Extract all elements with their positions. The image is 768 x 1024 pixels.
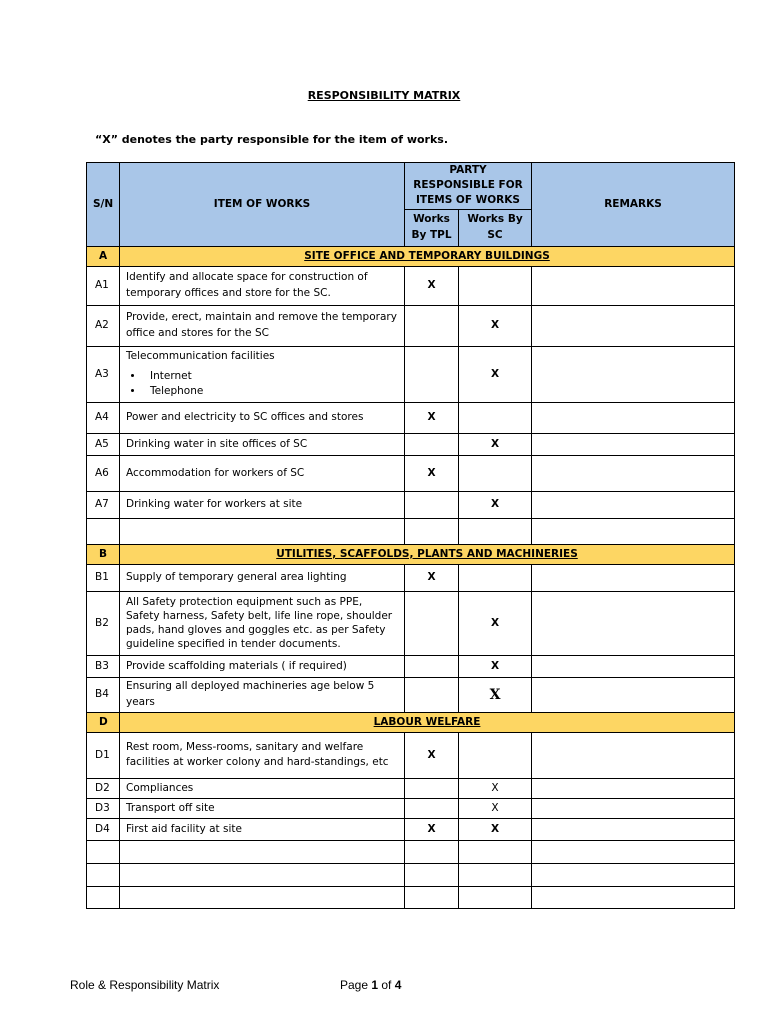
- row-sn: B1: [87, 564, 120, 591]
- tpl-mark: X: [405, 402, 459, 433]
- sc-mark: [459, 732, 532, 778]
- sc-mark: [459, 402, 532, 433]
- sc-mark: X: [459, 433, 532, 455]
- row-sn: A4: [87, 402, 120, 433]
- sc-mark: X: [459, 305, 532, 346]
- section-code: B: [87, 544, 120, 564]
- row-sn: D1: [87, 732, 120, 778]
- row-item: Rest room, Mess-rooms, sanitary and welfare facilities at worker colony and hard-standings, etc: [120, 732, 405, 778]
- table-row: [87, 433, 735, 455]
- tpl-mark: [405, 677, 459, 712]
- tpl-mark: [405, 655, 459, 677]
- remarks-cell: [532, 655, 735, 677]
- row-item: Supply of temporary general area lighting: [120, 564, 405, 591]
- table-row: [87, 491, 735, 518]
- tpl-mark: [405, 491, 459, 518]
- row-sn: A2: [87, 305, 120, 346]
- list-item: • Telephone: [144, 384, 398, 399]
- sc-mark: X: [459, 346, 532, 402]
- footer-page-number: [340, 978, 401, 992]
- remarks-cell: [532, 798, 735, 818]
- remarks-cell: [532, 346, 735, 402]
- row-sn: A1: [87, 266, 120, 305]
- header-sc: Works By SC: [459, 209, 532, 246]
- sc-mark: X: [459, 818, 532, 840]
- legend-note: “X” denotes the party responsible for the item of works.: [95, 133, 449, 146]
- row-sn: D2: [87, 778, 120, 798]
- tpl-mark: X: [405, 818, 459, 840]
- section-title: SITE OFFICE AND TEMPORARY BUILDINGS: [120, 246, 735, 266]
- table-row: [87, 655, 735, 677]
- sc-mark: X: [459, 491, 532, 518]
- empty-row: [87, 518, 735, 544]
- page-of: of: [378, 978, 395, 992]
- row-sn: D3: [87, 798, 120, 818]
- sc-mark: X: [459, 778, 532, 798]
- row-sn: A6: [87, 455, 120, 491]
- sc-mark: [459, 564, 532, 591]
- table-row: [87, 402, 735, 433]
- tpl-mark: X: [405, 564, 459, 591]
- remarks-cell: [532, 564, 735, 591]
- table-row: [87, 455, 735, 491]
- page-total: 4: [394, 978, 402, 992]
- row-item: Provide scaffolding materials ( if required): [120, 655, 405, 677]
- section-code: A: [87, 246, 120, 266]
- footer-document-title: Role & Responsibility Matrix: [70, 978, 220, 992]
- table-row: [87, 818, 735, 840]
- table-row: [87, 346, 735, 402]
- row-item: Drinking water for workers at site: [120, 491, 405, 518]
- remarks-cell: [532, 266, 735, 305]
- remarks-cell: [532, 491, 735, 518]
- row-item-cell: [120, 346, 405, 402]
- row-item: First aid facility at site: [120, 818, 405, 840]
- empty-row: [87, 840, 735, 863]
- row-item: Accommodation for workers of SC: [120, 455, 405, 491]
- sc-mark: X: [459, 655, 532, 677]
- section-title: LABOUR WELFARE: [120, 712, 735, 732]
- section-code: D: [87, 712, 120, 732]
- bullet-list: [126, 369, 398, 399]
- remarks-cell: [532, 433, 735, 455]
- list-item: • Internet: [144, 369, 398, 384]
- section-d: [87, 712, 735, 732]
- row-item: Drinking water in site offices of SC: [120, 433, 405, 455]
- remarks-cell: [532, 455, 735, 491]
- remarks-cell: [532, 591, 735, 655]
- table-row: [87, 305, 735, 346]
- table-row: [87, 266, 735, 305]
- remarks-cell: [532, 818, 735, 840]
- row-item: Telecommunication facilities: [126, 350, 275, 363]
- tpl-mark: X: [405, 266, 459, 305]
- tpl-mark: [405, 305, 459, 346]
- table-row: [87, 591, 735, 655]
- header-item: ITEM OF WORKS: [120, 163, 405, 247]
- row-item: Provide, erect, maintain and remove the temporary office and stores for the SC: [120, 305, 405, 346]
- header-sn: S/N: [87, 163, 120, 247]
- tpl-mark: [405, 798, 459, 818]
- row-sn: B2: [87, 591, 120, 655]
- row-sn: B3: [87, 655, 120, 677]
- page-prefix: Page: [340, 978, 372, 992]
- tpl-mark: [405, 433, 459, 455]
- header-party: PARTY RESPONSIBLE FOR ITEMS OF WORKS: [405, 163, 532, 210]
- table-row: [87, 778, 735, 798]
- remarks-cell: [532, 677, 735, 712]
- table-row: [87, 798, 735, 818]
- tpl-mark: X: [405, 732, 459, 778]
- row-item: Compliances: [120, 778, 405, 798]
- row-item: All Safety protection equipment such as PPE, Safety harness, Safety belt, life line rope, shoulder pads, hand gloves and goggles etc. as per Safety guideline specified in tender documents.: [120, 591, 405, 655]
- remarks-cell: [532, 732, 735, 778]
- remarks-cell: [532, 305, 735, 346]
- tpl-mark: [405, 591, 459, 655]
- page-current: 1: [371, 978, 379, 992]
- row-sn: A5: [87, 433, 120, 455]
- row-sn: B4: [87, 677, 120, 712]
- responsibility-matrix-table: [86, 162, 735, 909]
- sc-mark: X: [459, 591, 532, 655]
- sc-mark: X: [459, 798, 532, 818]
- sc-mark: X: [459, 677, 532, 712]
- row-item: Transport off site: [120, 798, 405, 818]
- tpl-mark: [405, 778, 459, 798]
- row-sn: D4: [87, 818, 120, 840]
- sc-mark: [459, 455, 532, 491]
- remarks-cell: [532, 402, 735, 433]
- table-row: [87, 732, 735, 778]
- header-remarks: REMARKS: [532, 163, 735, 247]
- section-b: [87, 544, 735, 564]
- remarks-cell: [532, 778, 735, 798]
- empty-row: [87, 863, 735, 886]
- row-item: Ensuring all deployed machineries age below 5 years: [120, 677, 405, 712]
- table-row: [87, 564, 735, 591]
- tpl-mark: [405, 346, 459, 402]
- empty-row: [87, 886, 735, 908]
- tpl-mark: X: [405, 455, 459, 491]
- row-item: Identify and allocate space for construction of temporary offices and store for the SC.: [120, 266, 405, 305]
- table-row: [87, 677, 735, 712]
- row-sn: A7: [87, 491, 120, 518]
- section-a: [87, 246, 735, 266]
- page-title: RESPONSIBILITY MATRIX: [307, 89, 461, 102]
- sc-mark: [459, 266, 532, 305]
- section-title: UTILITIES, SCAFFOLDS, PLANTS AND MACHINERIES: [120, 544, 735, 564]
- row-sn: A3: [87, 346, 120, 402]
- header-tpl: Works By TPL: [405, 209, 459, 246]
- row-item: Power and electricity to SC offices and stores: [120, 402, 405, 433]
